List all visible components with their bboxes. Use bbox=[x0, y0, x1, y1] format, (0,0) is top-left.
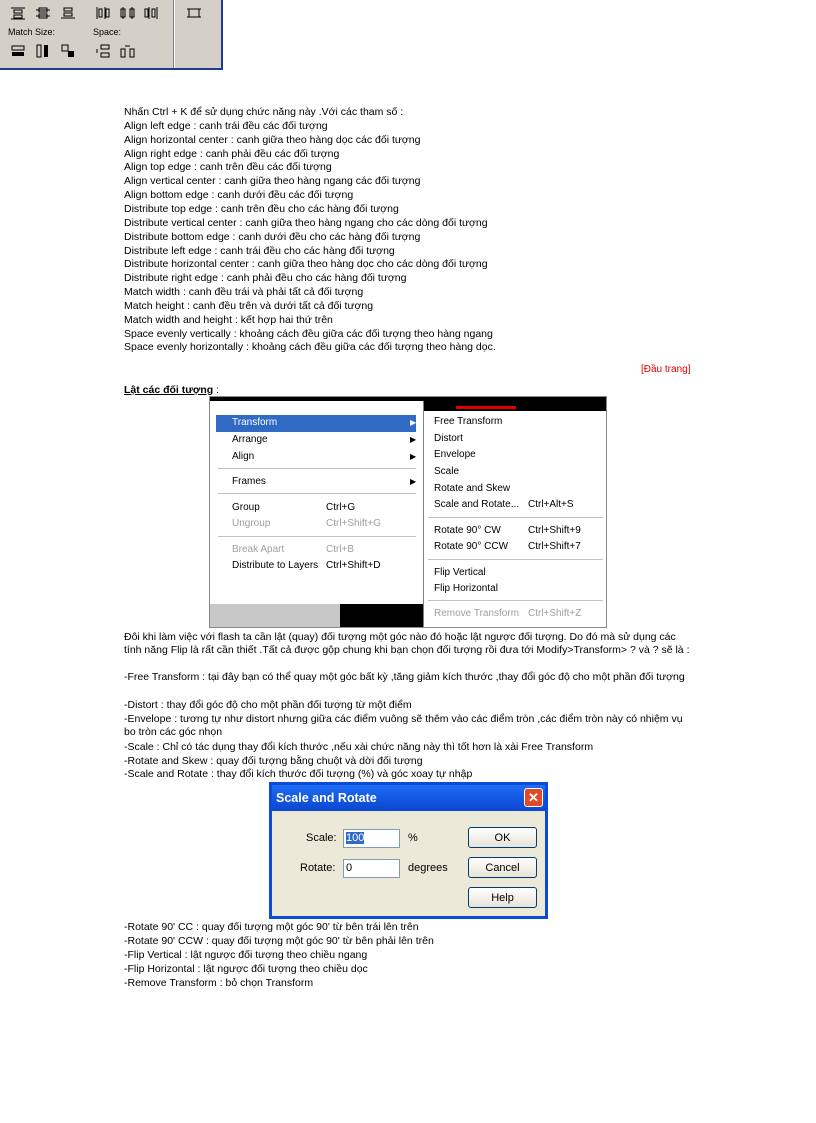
scale-rotate-dialog bbox=[269, 782, 548, 919]
shortcut-rotate-cw: Ctrl+Shift+9 bbox=[528, 525, 581, 536]
shortcut-remove-transform: Ctrl+Shift+Z bbox=[528, 608, 582, 619]
shortcut-scale-rotate: Ctrl+Alt+S bbox=[528, 499, 574, 510]
modify-menu bbox=[210, 401, 424, 604]
menu-separator bbox=[218, 493, 416, 494]
text-line: -Rotate 90' CCW : quay đối tượng một góc 90' từ bên phải lên trên bbox=[124, 934, 434, 947]
text-line: Distribute top edge : canh trên đều cho các hàng đối tượng bbox=[124, 202, 399, 215]
menu-item-flip-vertical[interactable]: Flip Vertical bbox=[434, 567, 486, 578]
menu-item-align[interactable]: Align bbox=[232, 451, 255, 462]
rotate-input[interactable]: 0 bbox=[343, 859, 400, 878]
text-line: Space evenly horizontally : khoảng cách đều giữa các đối tượng theo hàng dọc. bbox=[124, 341, 496, 354]
text-line: Align bottom edge : canh dưới đều các đối tượng bbox=[124, 189, 354, 202]
distribute-left-icon[interactable] bbox=[93, 4, 113, 22]
to-stage-icon[interactable] bbox=[184, 4, 204, 22]
text-line: Match width and height : kết hợp hai thứ trên bbox=[124, 313, 333, 326]
menu-item-group[interactable]: Group bbox=[232, 502, 260, 513]
submenu-arrow-icon: ▶ bbox=[410, 452, 417, 461]
ok-button[interactable]: OK bbox=[468, 827, 537, 848]
scale-label: Scale: bbox=[306, 832, 337, 844]
menu-item-ungroup: Ungroup bbox=[232, 518, 271, 529]
menu-item-break-apart: Break Apart bbox=[232, 544, 285, 555]
text-line: Align vertical center : canh giữa theo hàng ngang các đối tượng bbox=[124, 175, 421, 188]
scale-input[interactable] bbox=[343, 829, 400, 848]
text-line: Align top edge : canh trên đều các đối tượng bbox=[124, 161, 332, 174]
transform-submenu bbox=[423, 411, 607, 627]
text-line: Nhấn Ctrl + K để sử dụng chức năng này .Với các tham số : bbox=[124, 106, 404, 118]
submenu-arrow-icon: ▶ bbox=[410, 477, 417, 486]
flip-heading-colon: : bbox=[216, 384, 220, 396]
flip-heading bbox=[124, 384, 219, 396]
menu-separator bbox=[218, 536, 416, 537]
shortcut-ungroup: Ctrl+Shift+G bbox=[326, 518, 382, 529]
list-item: -Scale : Chỉ có tác dụng thay đổi kích thước ,nếu xài chức năng này thì tốt hơn là xài Free Transform bbox=[124, 741, 594, 753]
rotate-label: Rotate: bbox=[300, 862, 336, 874]
list-item: -Distort : thay đổi góc độ cho một phần đối tượng từ một điểm bbox=[124, 699, 412, 711]
rotate-unit: degrees bbox=[408, 862, 448, 874]
list-item: -Rotate and Skew : quay đối tượng bằng chuột và dời đối tượng bbox=[124, 755, 423, 767]
text-line: Distribute vertical center : canh giữa theo hàng ngang cho các dòng đối tượng bbox=[124, 216, 488, 229]
shortcut-group: Ctrl+G bbox=[326, 502, 356, 513]
menu-item-remove-transform: Remove Transform bbox=[434, 608, 520, 619]
menu-separator bbox=[428, 559, 603, 560]
distribute-right-icon[interactable] bbox=[141, 4, 161, 22]
list-item: -Envelope : tương tự như distort nhưng giữa các điểm vuông sẽ thêm vào các điểm tròn ,các điểm tròn này có nhiệm vụ bo tròn các góc nhọn bbox=[124, 713, 683, 739]
canvas-red-line bbox=[456, 406, 516, 409]
text-line: Align right edge : canh phải đều các đối tượng bbox=[124, 147, 340, 160]
text-line: -Flip Vertical : lật ngược đối tượng theo chiều ngang bbox=[124, 948, 368, 961]
scale-unit: % bbox=[408, 832, 418, 844]
menu-item-rotate-ccw[interactable]: Rotate 90° CCW bbox=[434, 541, 509, 552]
match-height-icon[interactable] bbox=[33, 42, 53, 60]
space-vertical-icon[interactable] bbox=[93, 42, 113, 60]
distribute-vcenter-icon[interactable] bbox=[33, 4, 53, 22]
space-horizontal-icon[interactable] bbox=[118, 42, 138, 60]
shortcut-rotate-ccw: Ctrl+Shift+7 bbox=[528, 541, 581, 552]
text-line: Align left edge : canh trái đều các đối tượng bbox=[124, 119, 328, 132]
menu-item-frames[interactable]: Frames bbox=[232, 476, 266, 487]
distribute-hcenter-icon[interactable] bbox=[118, 4, 138, 22]
text-line: Match height : canh đều trên và dưới tất cả đối tượng bbox=[124, 299, 374, 312]
shortcut-distribute-layers: Ctrl+Shift+D bbox=[326, 560, 381, 571]
menu-item-flip-horizontal[interactable]: Flip Horizontal bbox=[434, 583, 498, 594]
menu-item-rotate-skew[interactable]: Rotate and Skew bbox=[434, 483, 511, 494]
match-width-icon[interactable] bbox=[8, 42, 28, 60]
top-of-page-link[interactable]: [Đầu trang] bbox=[641, 364, 691, 375]
align-panel bbox=[0, 0, 223, 70]
space-label: Space: bbox=[93, 27, 122, 37]
text-line: Distribute bottom edge : canh dưới đều cho các hàng đối tượng bbox=[124, 230, 421, 243]
menu-item-scale[interactable]: Scale bbox=[434, 466, 460, 477]
list-item: -Free Transform : tại đây bạn có thể quay một góc bất kỳ ,tăng giảm kích thước ,thay đổi góc độ cho một phần đối tượng bbox=[124, 671, 685, 683]
text-line: -Flip Horizontal : lật ngược đối tượng theo chiều dọc bbox=[124, 962, 368, 975]
menu-item-distort[interactable]: Distort bbox=[434, 433, 463, 444]
text-line: Match width : canh đều trái và phải tất cả đối tượng bbox=[124, 286, 364, 299]
menu-item-arrange[interactable]: Arrange bbox=[232, 434, 268, 445]
help-button[interactable]: Help bbox=[468, 887, 537, 908]
flip-heading-text: Lật các đối tượng bbox=[124, 384, 214, 396]
cancel-button[interactable]: Cancel bbox=[468, 857, 537, 878]
text-line: -Remove Transform : bỏ chọn Transform bbox=[124, 976, 314, 989]
shortcut-break-apart: Ctrl+B bbox=[326, 544, 355, 555]
menu-item-transform[interactable]: Transform bbox=[232, 417, 278, 428]
dialog-title: Scale and Rotate bbox=[276, 791, 377, 805]
text-line: -Rotate 90' CC : quay đối tượng một góc 90' từ bên trái lên trên bbox=[124, 921, 419, 933]
distribute-bottom-icon[interactable] bbox=[58, 4, 78, 22]
menu-item-rotate-cw[interactable]: Rotate 90° CW bbox=[434, 525, 501, 536]
menu-separator bbox=[218, 468, 416, 469]
submenu-arrow-icon: ▶ bbox=[410, 418, 417, 427]
list-item: -Scale and Rotate : thay đổi kích thước đối tượng (%) và góc xoay tự nhập bbox=[124, 768, 473, 780]
text-line: Distribute left edge : canh trái đều cho các hàng đối tượng bbox=[124, 244, 395, 257]
dialog-titlebar bbox=[272, 785, 545, 811]
menu-item-scale-rotate[interactable]: Scale and Rotate... bbox=[434, 499, 520, 510]
menu-separator bbox=[428, 517, 603, 518]
close-icon[interactable]: ✕ bbox=[524, 788, 543, 807]
menu-item-free-transform[interactable]: Free Transform bbox=[434, 416, 503, 427]
text-line: Distribute horizontal center : canh giữa theo hàng dọc cho các dòng đối tượng bbox=[124, 258, 488, 271]
flip-intro: Đôi khi làm việc với flash ta cần lật (quay) đối tượng một góc nào đó hoặc lật ngược đối tượng. Do đó mà sử dụng các tính năng Flip là rất cần thiết .Tất cả được gộp chung khi bạn chọn đối tượng rồi đưa tới Modify>Transform> ? và ? sẽ là : bbox=[124, 631, 690, 657]
text-line: Align horizontal center : canh giữa theo hàng dọc các đối tượng bbox=[124, 133, 421, 146]
panel-divider bbox=[173, 0, 175, 68]
distribute-top-icon[interactable] bbox=[8, 4, 28, 22]
match-size-label: Match Size: bbox=[8, 27, 56, 37]
menu-separator bbox=[428, 600, 603, 601]
menu-item-distribute-layers[interactable]: Distribute to Layers bbox=[232, 560, 319, 571]
submenu-arrow-icon: ▶ bbox=[410, 435, 417, 444]
text-line: Space evenly vertically : khoảng cách đều giữa các đối tượng theo hàng ngang bbox=[124, 327, 493, 340]
match-width-height-icon[interactable] bbox=[58, 42, 78, 60]
transform-menu-screenshot bbox=[209, 396, 607, 628]
scale-input-value: 100 bbox=[346, 832, 365, 844]
text-line: Distribute right edge : canh phải đều cho các hàng đối tượng bbox=[124, 272, 407, 285]
menu-item-envelope[interactable]: Envelope bbox=[434, 449, 476, 460]
